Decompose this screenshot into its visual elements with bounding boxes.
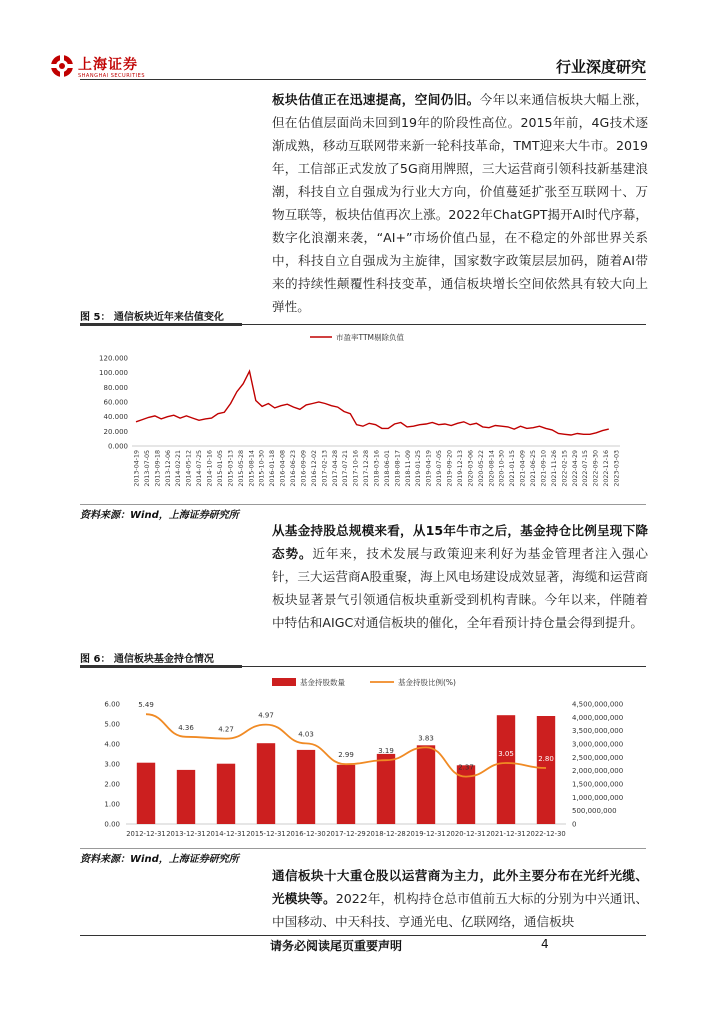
pe-y-tick-label: 20.000 — [103, 427, 128, 436]
pe-x-tick-label: 2021-04-09 — [519, 450, 527, 487]
footer-disclaimer: 请务必阅读尾页重要声明 — [270, 939, 403, 953]
figure5-source-divider — [80, 504, 646, 505]
pe-x-tick-label: 2021-11-26 — [550, 450, 558, 487]
fund-x-tick-label: 2012-12-31 — [126, 830, 166, 838]
figure6-source: 资料来源：Wind，上海证券研究所 — [80, 854, 239, 865]
paragraph-top-holdings-lead: 通信板块十大重仓股以运营商为主力，此外主要分布在光纤光缆、光模块等。 — [272, 868, 648, 906]
pe-x-tick-label: 2022-12-16 — [603, 450, 611, 487]
fund-left-tick-label: 4.00 — [104, 740, 120, 749]
header-divider — [80, 79, 646, 80]
fund-right-tick-label: 4,000,000,000 — [572, 713, 624, 722]
pe-x-tick-label: 2015-03-13 — [227, 450, 235, 487]
fund-left-tick-label: 0.00 — [104, 820, 120, 829]
fund-right-tick-label: 2,500,000,000 — [572, 753, 624, 762]
fund-x-tick-label: 2013-12-31 — [166, 830, 206, 838]
fund-right-tick-label: 3,000,000,000 — [572, 740, 624, 749]
paragraph-valuation — [272, 88, 648, 318]
pe-x-tick-label: 2020-10-30 — [498, 450, 506, 487]
fund-x-tick-label: 2021-12-31 — [486, 830, 526, 838]
pe-x-tick-label: 2016-04-08 — [279, 450, 287, 487]
pe-x-tick-label: 2013-12-06 — [164, 450, 172, 487]
fund-holding-bar — [377, 754, 395, 824]
fund-right-tick-label: 0 — [572, 820, 577, 829]
pe-valuation-chart — [80, 328, 646, 500]
fund-right-tick-label: 2,000,000,000 — [572, 767, 624, 776]
figure5-source: 资料来源：Wind，上海证券研究所 — [80, 510, 239, 521]
pe-y-tick-label: 60.000 — [103, 398, 128, 407]
fund-left-tick-label: 2.00 — [104, 780, 120, 789]
fund-ratio-data-label: 3.19 — [378, 747, 394, 756]
paragraph-fund-holdings — [272, 519, 648, 634]
fund-x-tick-label: 2018-12-28 — [366, 830, 406, 838]
fund-holding-bar — [457, 765, 475, 824]
pe-x-tick-label: 2016-12-02 — [310, 450, 318, 487]
fund-x-tick-label: 2022-12-30 — [526, 830, 566, 838]
pe-x-tick-label: 2019-12-13 — [456, 450, 464, 487]
footer-divider — [80, 935, 646, 936]
pe-x-tick-label: 2013-09-18 — [154, 450, 162, 487]
pe-y-tick-label: 40.000 — [103, 413, 128, 422]
fund-ratio-data-label: 3.83 — [418, 734, 434, 743]
paragraph-fund-holdings-lead: 从基金持股总规模来看，从15年牛市之后，基金持仓比例呈现下降态势。 — [272, 523, 648, 561]
fund-x-tick-label: 2014-12-31 — [206, 830, 246, 838]
pe-y-tick-label: 0.000 — [107, 442, 128, 451]
fund-line-legend-label: 基金持股比例(%) — [398, 678, 456, 687]
pe-x-tick-label: 2018-08-17 — [394, 450, 402, 487]
page-number: 4 — [541, 937, 549, 951]
pe-x-tick-label: 2023-03-03 — [613, 450, 621, 487]
fund-ratio-data-label: 4.97 — [258, 711, 274, 720]
fund-ratio-data-label: 2.37 — [458, 763, 474, 772]
pe-y-tick-label: 120.000 — [99, 354, 128, 363]
pe-x-tick-label: 2021-01-15 — [509, 450, 517, 487]
paragraph-top-holdings-body: 2022年，机构持仓总市值前五大标的分别为中兴通讯、中国移动、中天科技、亨通光电、亿联网络，通信板块 — [272, 891, 648, 929]
pe-legend-label: 市盈率TTM剔除负值 — [336, 333, 405, 342]
pe-x-tick-label: 2018-03-16 — [373, 450, 381, 487]
pe-x-tick-label: 2017-02-13 — [321, 450, 329, 487]
fund-left-tick-label: 3.00 — [104, 760, 120, 769]
fund-bar-legend-swatch — [272, 678, 296, 686]
pe-x-tick-label: 2022-02-15 — [561, 449, 569, 487]
fund-x-tick-label: 2015-12-31 — [246, 830, 286, 838]
fund-holding-bar — [137, 763, 155, 824]
pe-x-tick-label: 2015-08-14 — [248, 450, 256, 487]
pe-x-tick-label: 2015-10-30 — [258, 450, 266, 487]
fund-right-tick-label: 1,000,000,000 — [572, 793, 624, 802]
pe-x-tick-label: 2021-09-10 — [540, 450, 548, 487]
fund-left-tick-label: 6.00 — [104, 700, 120, 709]
fund-bar-legend-label: 基金持股数量 — [300, 678, 345, 687]
paragraph-valuation-lead: 板块估值正在迅速提高，空间仍旧。 — [272, 92, 480, 107]
fund-holding-bar — [497, 715, 515, 824]
pe-x-tick-label: 2017-07-21 — [342, 450, 350, 487]
fund-x-tick-label: 2017-12-29 — [326, 830, 366, 838]
pe-series-line — [136, 371, 609, 435]
pe-x-tick-label: 2013-07-05 — [143, 450, 151, 487]
pe-x-tick-label: 2019-09-20 — [446, 450, 454, 487]
fund-holding-bar — [177, 770, 195, 824]
pe-x-tick-label: 2015-01-05 — [216, 450, 224, 487]
pe-x-tick-label: 2017-10-16 — [352, 450, 360, 487]
pe-x-tick-label: 2022-09-30 — [592, 450, 600, 487]
pe-x-tick-label: 2014-07-25 — [196, 450, 204, 487]
fund-ratio-data-label: 2.99 — [338, 751, 354, 760]
fund-right-tick-label: 3,500,000,000 — [572, 727, 624, 736]
fund-ratio-data-label: 4.03 — [298, 730, 314, 739]
pe-x-tick-label: 2018-06-01 — [383, 450, 391, 487]
figure5-title-text: 图 5： 通信板块近年来估值变化 — [80, 312, 224, 323]
pe-x-tick-label: 2020-08-14 — [488, 450, 496, 487]
pe-x-tick-label: 2019-07-05 — [436, 450, 444, 487]
fund-x-tick-label: 2016-12-30 — [286, 830, 326, 838]
fund-left-tick-label: 1.00 — [104, 800, 120, 809]
pe-x-tick-label: 2016-06-23 — [290, 450, 298, 487]
pe-x-tick-label: 2016-09-09 — [300, 450, 308, 487]
paragraph-fund-holdings-body: 近年来，技术发展与政策迎来利好为基金管理者注入强心针，三大运营商A股重聚，海上风电场建设成效显著，海缆和运营商板块显著景气引领通信板块重新受到机构青睐。今年以来，伴随着中特估和AIGC对通信板块的催化，全年看预计持仓量会得到提升。 — [272, 546, 649, 630]
fund-right-tick-label: 1,500,000,000 — [572, 780, 624, 789]
pe-x-tick-label: 2014-02-21 — [175, 450, 183, 487]
fund-ratio-data-label: 4.27 — [218, 725, 234, 734]
pe-x-tick-label: 2013-04-19 — [133, 450, 141, 487]
fund-x-tick-label: 2020-12-31 — [446, 830, 486, 838]
pe-x-tick-label: 2014-05-12 — [185, 450, 193, 487]
pe-x-tick-label: 2022-04-29 — [571, 450, 579, 487]
pe-x-tick-label: 2017-12-28 — [363, 450, 371, 487]
pe-x-tick-label: 2015-05-28 — [237, 450, 245, 487]
pe-y-tick-label: 100.000 — [99, 369, 128, 378]
fund-holding-bar — [297, 750, 315, 824]
fund-ratio-data-label: 3.05 — [498, 750, 514, 758]
logo-text-en: SHANGHAI SECURITIES — [78, 73, 146, 79]
pe-x-tick-label: 2018-11-09 — [404, 450, 412, 487]
pe-x-tick-label: 2020-05-22 — [477, 450, 485, 487]
fund-holding-bar — [417, 745, 435, 824]
pe-x-tick-label: 2022-07-15 — [582, 450, 590, 487]
logo-emblem-icon — [50, 54, 74, 78]
pe-x-tick-label: 2017-04-28 — [331, 450, 339, 487]
fund-right-tick-label: 4,500,000,000 — [572, 700, 624, 709]
fund-ratio-data-label: 4.36 — [178, 723, 194, 732]
pe-x-tick-label: 2014-10-16 — [206, 450, 214, 487]
fund-holding-bar — [537, 716, 555, 824]
pe-x-tick-label: 2016-01-18 — [269, 450, 277, 487]
report-type-title: 行业深度研究 — [555, 58, 646, 76]
pe-y-tick-label: 80.000 — [103, 383, 128, 392]
fund-ratio-data-label: 5.49 — [138, 701, 154, 710]
pe-x-tick-label: 2019-01-25 — [415, 450, 423, 487]
fund-ratio-data-label: 2.80 — [538, 755, 554, 763]
paragraph-top-holdings — [272, 864, 648, 934]
figure6-source-divider — [80, 848, 646, 849]
fund-holding-bar — [337, 765, 355, 824]
fund-holding-bar — [257, 743, 275, 824]
fund-holdings-chart — [80, 670, 646, 844]
pe-x-tick-label: 2020-03-06 — [467, 450, 475, 487]
pe-x-tick-label: 2021-06-25 — [530, 450, 538, 487]
fund-right-tick-label: 500,000,000 — [572, 807, 617, 816]
figure6-title — [80, 650, 646, 664]
fund-left-tick-label: 5.00 — [104, 720, 120, 729]
figure5-title — [80, 308, 646, 322]
fund-holding-bar — [217, 764, 235, 824]
logo-text-cn: 上海证券 — [78, 57, 138, 73]
paragraph-valuation-body: 今年以来通信板块大幅上涨，但在估值层面尚未回到19年的阶段性高位。2015年前，4G技术逐渐成熟，移动互联网带来新一轮科技革命，TMT迎来大牛市。2019年，工信部正式发放了5G商用牌照，三大运营商引领科技新基建浪潮，科技自立自强成为行业大方向，价值蔓延扩张至互联网十、万物互联等，板块估值再次上涨。2022年ChatGPT揭开AI时代序幕，数字化浪潮来袭，“AI+”市场价值凸显，在不稳定的外部世界关系中，科技自立自强成为主旋律，国家数字政策层层加码，随着AI带来的持续性颠覆性科技变革，通信板块增长空间依然具有较大向上弹性。 — [272, 92, 649, 314]
fund-x-tick-label: 2019-12-31 — [406, 830, 446, 838]
figure6-title-text: 图 6： 通信板块基金持仓情况 — [80, 654, 214, 665]
pe-x-tick-label: 2019-04-19 — [425, 450, 433, 487]
